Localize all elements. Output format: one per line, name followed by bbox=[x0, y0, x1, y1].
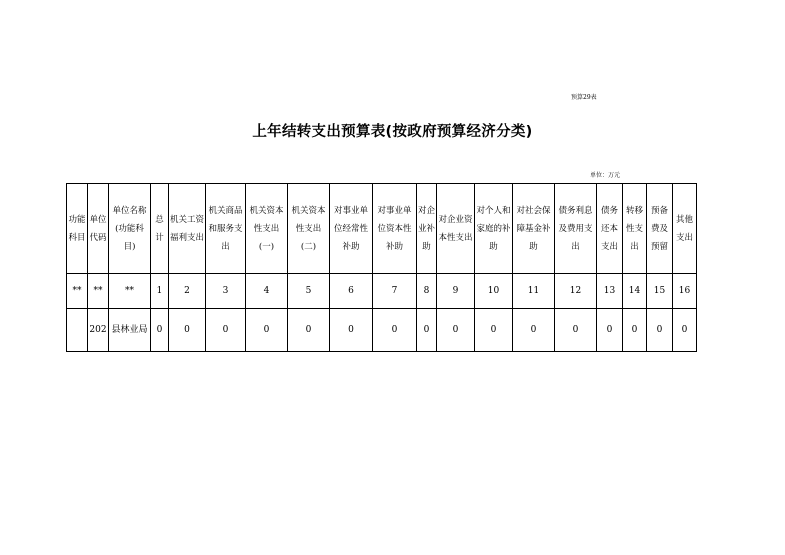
unit-label: 单位：万元 bbox=[590, 172, 621, 179]
data-cell-value: 0 bbox=[475, 309, 513, 352]
index-row bbox=[67, 274, 697, 309]
data-cell-unit-name: 县林业局 bbox=[109, 309, 151, 352]
data-cell-value: 0 bbox=[597, 309, 623, 352]
index-cell: ** bbox=[109, 274, 151, 309]
col-header: 其他支出 bbox=[673, 184, 697, 274]
col-header: 转移性支出 bbox=[623, 184, 647, 274]
col-header: 机关资本性支出(一) bbox=[246, 184, 288, 274]
col-header: 对事业单位经常性补助 bbox=[330, 184, 373, 274]
index-cell: 10 bbox=[475, 274, 513, 309]
data-cell-value: 0 bbox=[437, 309, 475, 352]
col-header: 对企业补助 bbox=[417, 184, 437, 274]
index-cell: 14 bbox=[623, 274, 647, 309]
index-cell: 6 bbox=[330, 274, 373, 309]
col-header: 总计 bbox=[151, 184, 169, 274]
index-cell: 9 bbox=[437, 274, 475, 309]
data-cell-value: 0 bbox=[673, 309, 697, 352]
index-cell: 11 bbox=[513, 274, 555, 309]
budget-table bbox=[66, 183, 697, 352]
col-header: 对企业资本性支出 bbox=[437, 184, 475, 274]
index-cell: 1 bbox=[151, 274, 169, 309]
index-cell: ** bbox=[88, 274, 109, 309]
col-header: 单位名称(功能科目) bbox=[109, 184, 151, 274]
col-header: 对事业单位资本性补助 bbox=[373, 184, 417, 274]
index-cell: 13 bbox=[597, 274, 623, 309]
col-header: 机关商品和服务支出 bbox=[206, 184, 246, 274]
data-cell-value: 0 bbox=[169, 309, 206, 352]
data-cell-value: 0 bbox=[647, 309, 673, 352]
index-cell: 16 bbox=[673, 274, 697, 309]
index-cell: ** bbox=[67, 274, 88, 309]
col-header: 预备费及预留 bbox=[647, 184, 673, 274]
header-row bbox=[67, 184, 697, 274]
form-number: 预算29表 bbox=[571, 94, 597, 101]
page-title: 上年结转支出预算表(按政府预算经济分类) bbox=[252, 124, 533, 140]
data-cell-value: 0 bbox=[623, 309, 647, 352]
data-cell-value: 0 bbox=[330, 309, 373, 352]
index-cell: 3 bbox=[206, 274, 246, 309]
data-cell-value: 0 bbox=[373, 309, 417, 352]
data-cell-value: 0 bbox=[151, 309, 169, 352]
index-cell: 5 bbox=[288, 274, 330, 309]
col-header: 对社会保障基金补助 bbox=[513, 184, 555, 274]
index-cell: 7 bbox=[373, 274, 417, 309]
data-cell-value: 0 bbox=[513, 309, 555, 352]
col-header: 债务利息及费用支出 bbox=[555, 184, 597, 274]
col-header: 功能科目 bbox=[67, 184, 88, 274]
index-cell: 15 bbox=[647, 274, 673, 309]
col-header: 机关工资福利支出 bbox=[169, 184, 206, 274]
data-cell-value: 0 bbox=[555, 309, 597, 352]
data-cell-value: 0 bbox=[206, 309, 246, 352]
table-row bbox=[67, 309, 697, 352]
col-header: 单位代码 bbox=[88, 184, 109, 274]
col-header: 机关资本性支出(二) bbox=[288, 184, 330, 274]
index-cell: 2 bbox=[169, 274, 206, 309]
data-cell-value: 0 bbox=[246, 309, 288, 352]
data-cell-value: 0 bbox=[288, 309, 330, 352]
index-cell: 12 bbox=[555, 274, 597, 309]
data-cell-unit-code: 202 bbox=[88, 309, 109, 352]
index-cell: 4 bbox=[246, 274, 288, 309]
col-header: 债务还本支出 bbox=[597, 184, 623, 274]
col-header: 对个人和家庭的补助 bbox=[475, 184, 513, 274]
index-cell: 8 bbox=[417, 274, 437, 309]
data-cell-value: 0 bbox=[417, 309, 437, 352]
data-cell-function bbox=[67, 309, 88, 352]
